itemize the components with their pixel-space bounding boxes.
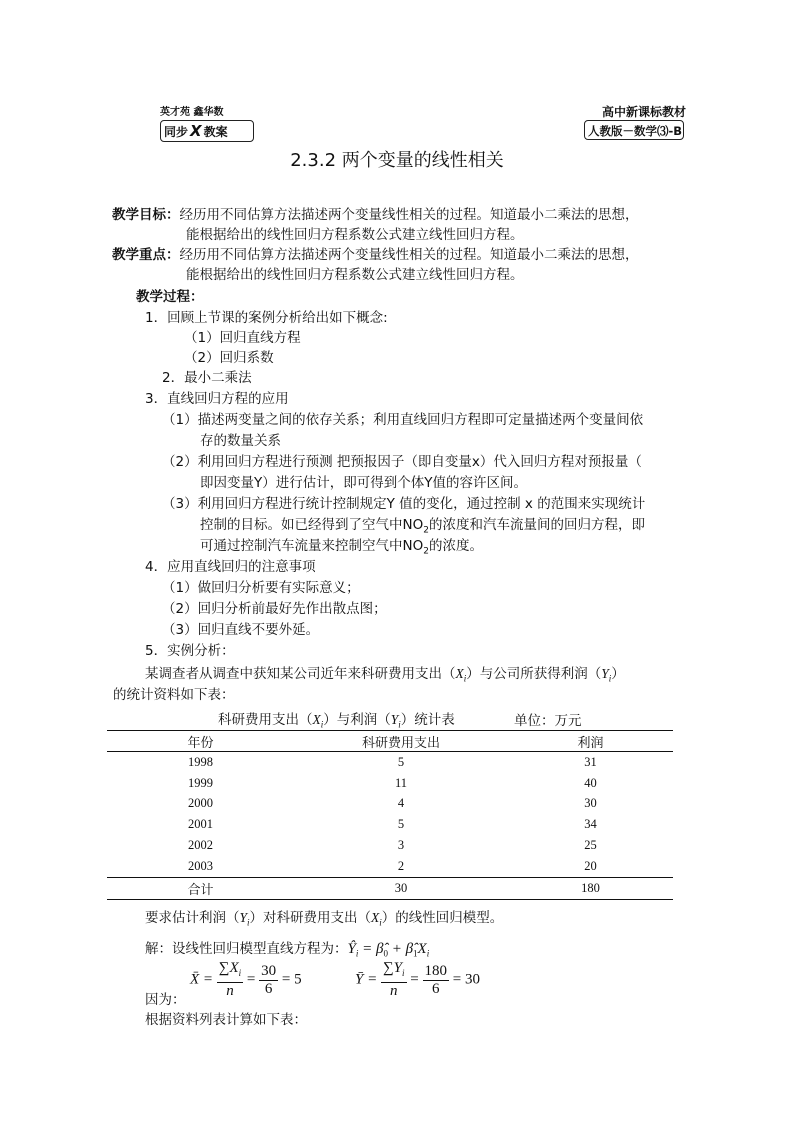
solution-line bbox=[145, 937, 429, 959]
table-header-cell: 年份 bbox=[107, 731, 294, 752]
xbar-formula bbox=[190, 960, 302, 1000]
section-4-1: （1）做回归分析要有实际意义； bbox=[162, 580, 360, 596]
logo-left-box-tail: 教案 bbox=[203, 125, 228, 139]
logo-left-box-text: 同步 bbox=[164, 125, 189, 139]
table-cell: 5 bbox=[397, 754, 405, 769]
ybar-num: 180 bbox=[424, 962, 447, 979]
req-b: ）对科研费用支出（ bbox=[249, 910, 372, 926]
caption-a: 科研费用支出（ bbox=[218, 712, 313, 728]
table-cell: 25 bbox=[584, 838, 597, 853]
eq-beta1: + β̂ bbox=[387, 941, 414, 957]
section-3-3a: （3）利用回归方程进行统计控制规定Y 值的变化，通过控制 x 的范围来实现统计 bbox=[162, 496, 646, 512]
table-header-cell: 利润 bbox=[508, 731, 673, 752]
example-l1b: ）与公司所获得利润（ bbox=[466, 666, 602, 682]
eq-lhs: Ŷ bbox=[347, 941, 356, 957]
section-1b: （2）回归系数 bbox=[184, 350, 274, 366]
focus-line2: 能根据给出的线性回归方程系数公式建立线性回归方程。 bbox=[186, 267, 524, 283]
example-l1c: ） bbox=[611, 666, 625, 682]
xbar-lhs: X̄ = bbox=[190, 971, 217, 988]
goal-line1: 经历用不同估算方法描述两个变量线性相关的过程。知道最小二乘法的思想， bbox=[179, 207, 639, 223]
table-cell: 2003 bbox=[188, 858, 213, 873]
math-i: i bbox=[608, 673, 612, 684]
section-3-3c-pre: 可通过控制汽车流量来控制空气中NO bbox=[200, 538, 424, 554]
table-cell: 40 bbox=[584, 775, 597, 790]
xbar-numerator bbox=[217, 960, 243, 983]
section-3-3c bbox=[200, 534, 483, 557]
table-cell: 2000 bbox=[188, 796, 213, 811]
table-caption bbox=[218, 708, 455, 730]
section-3-3b-post: 的浓度和汽车流量间的回归方程，即 bbox=[428, 517, 645, 533]
section-3-2a: （2）利用回归方程进行预测 把预报因子（即自变量x）代入回归方程对预报量（ bbox=[162, 454, 642, 470]
table-total-cell: 30 bbox=[294, 877, 508, 899]
table-cell: 4 bbox=[397, 796, 405, 811]
goal-label: 教学目标： bbox=[112, 207, 180, 223]
ybar-formula bbox=[355, 960, 480, 1000]
eq-sub-0: 0 bbox=[383, 948, 388, 959]
req-c: ）的线性回归模型。 bbox=[381, 910, 504, 926]
math-x: X bbox=[371, 910, 380, 925]
sum-x: ∑X bbox=[218, 960, 239, 976]
publisher-logo-right bbox=[584, 103, 686, 143]
math-i: i bbox=[238, 968, 242, 978]
logo-left-top-text: 英才苑 鑫华数 bbox=[160, 107, 224, 118]
caption-b: ）与利润（ bbox=[323, 712, 391, 728]
focus-block bbox=[112, 243, 639, 263]
xbar-den: 6 bbox=[264, 980, 273, 997]
logo-x-icon: X bbox=[190, 122, 202, 140]
table-row bbox=[107, 794, 673, 815]
math-i: i bbox=[463, 673, 467, 684]
math-i: i bbox=[379, 917, 382, 928]
ybar-denominator: n bbox=[390, 983, 398, 999]
math-i: i bbox=[398, 719, 401, 730]
xbar-num: 30 bbox=[261, 962, 277, 979]
focus-line1: 经历用不同估算方法描述两个变量线性相关的过程。知道最小二乘法的思想， bbox=[179, 247, 639, 263]
table-row bbox=[107, 814, 673, 835]
math-i: i bbox=[355, 948, 359, 959]
section-3-1b: 存的数量关系 bbox=[200, 433, 281, 449]
math-i: i bbox=[402, 968, 405, 978]
table-cell: 20 bbox=[584, 858, 597, 873]
ybar-numerator bbox=[381, 960, 407, 983]
math-i: i bbox=[247, 917, 250, 928]
table-cell: 3 bbox=[397, 838, 405, 853]
table-header-cell: 科研费用支出 bbox=[294, 731, 508, 752]
table-cell: 1998 bbox=[188, 754, 213, 769]
eq-beta0: = β̂ bbox=[358, 941, 384, 957]
math-x: X bbox=[417, 941, 427, 957]
table-cell: 31 bbox=[584, 754, 597, 769]
goal-line2: 能根据给出的线性回归方程系数公式建立线性回归方程。 bbox=[186, 227, 524, 243]
table-unit: 单位：万元 bbox=[514, 713, 582, 729]
xbar-fraction bbox=[217, 960, 243, 1000]
process-label: 教学过程： bbox=[136, 289, 204, 305]
math-i: i bbox=[426, 948, 430, 959]
logo-right-box: 人教版－数学⑶-B bbox=[584, 120, 684, 140]
section-3-3b bbox=[200, 513, 645, 536]
logo-right-top-text: 高中新课标教材 bbox=[601, 105, 686, 119]
section-3-3c-post: 的浓度。 bbox=[428, 538, 483, 554]
section-3-3b-sub: 2 bbox=[423, 525, 429, 536]
xbar-result: = 5 bbox=[281, 971, 302, 988]
solution-label: 解：设线性回归模型直线方程为： bbox=[145, 941, 348, 957]
req-a: 要求估计利润（ bbox=[145, 910, 240, 926]
table-header-row bbox=[107, 731, 673, 752]
math-y: Y bbox=[239, 910, 248, 925]
ybar-result: = 30 bbox=[452, 971, 480, 988]
section-3-3b-pre: 控制的目标。如已经得到了空气中NO bbox=[200, 517, 424, 533]
xbar-eq: = bbox=[246, 971, 256, 988]
table-total-row bbox=[107, 877, 673, 899]
solution-last: 根据资料列表计算如下表： bbox=[145, 1012, 307, 1028]
table-row bbox=[107, 773, 673, 794]
sum-y: ∑Y bbox=[382, 960, 403, 976]
caption-c: ）统计表 bbox=[400, 712, 455, 728]
section-2: 2．最小二乘法 bbox=[162, 370, 252, 386]
math-y: Y bbox=[390, 712, 399, 727]
ybar-fraction bbox=[381, 960, 407, 1000]
math-y: Y bbox=[601, 666, 609, 681]
logo-left-box bbox=[160, 120, 254, 142]
because-label: 因为： bbox=[145, 992, 186, 1008]
math-x: X bbox=[455, 666, 464, 681]
ybar-eq: = bbox=[410, 971, 419, 988]
ybar-den: 6 bbox=[432, 980, 440, 997]
section-1a: （1）回归直线方程 bbox=[184, 330, 301, 346]
publisher-logo-left bbox=[160, 103, 254, 143]
example-l1a: 某调查者从调查中获知某公司近年来科研费用支出（ bbox=[145, 666, 456, 682]
section-4-2: （2）回归分析前最好先作出散点图； bbox=[162, 601, 387, 617]
xbar-value-fraction bbox=[259, 963, 278, 998]
eq-sub-1: 1 bbox=[413, 948, 418, 959]
section-5: 5．实例分析： bbox=[145, 643, 235, 659]
ybar-lhs: Ȳ = bbox=[355, 971, 381, 988]
table-row bbox=[107, 835, 673, 856]
table-total-cell: 180 bbox=[508, 877, 673, 899]
example-line2: 的统计资料如下表： bbox=[113, 687, 235, 703]
table-cell: 11 bbox=[394, 775, 408, 790]
table-cell: 1999 bbox=[188, 775, 213, 790]
example-line1 bbox=[145, 662, 625, 684]
table-cell: 2001 bbox=[188, 817, 213, 832]
table-cell: 2 bbox=[397, 858, 405, 873]
math-i: i bbox=[320, 719, 324, 730]
ybar-value-fraction bbox=[423, 963, 450, 998]
stats-table bbox=[107, 730, 673, 900]
section-3-2b: 即因变量Y）进行估计，即可得到个体Y值的容许区间。 bbox=[200, 475, 527, 491]
goal-block bbox=[112, 203, 639, 223]
table-cell: 2002 bbox=[188, 838, 213, 853]
xbar-denominator: n bbox=[226, 983, 234, 999]
table-row bbox=[107, 752, 673, 773]
requirement-line bbox=[145, 906, 503, 928]
section-1: 1．回顾上节课的案例分析给出如下概念: bbox=[145, 310, 388, 326]
table-cell: 5 bbox=[397, 817, 405, 832]
table-cell: 34 bbox=[584, 817, 597, 832]
table-total-cell: 合计 bbox=[107, 877, 294, 899]
table-cell: 30 bbox=[584, 796, 597, 811]
focus-label: 教学重点： bbox=[112, 247, 180, 263]
section-3: 3．直线回归方程的应用 bbox=[145, 391, 289, 407]
table-row bbox=[107, 856, 673, 877]
section-3-3c-sub: 2 bbox=[423, 546, 429, 557]
page-title: 2.3.2 两个变量的线性相关 bbox=[290, 150, 504, 171]
section-3-1a: （1）描述两变量之间的依存关系；利用直线回归方程即可定量描述两个变量间依 bbox=[162, 412, 644, 428]
section-4-3: （3）回归直线不要外延。 bbox=[162, 622, 320, 638]
math-x: X bbox=[312, 712, 321, 727]
section-4: 4．应用直线回归的注意事项 bbox=[145, 559, 316, 575]
